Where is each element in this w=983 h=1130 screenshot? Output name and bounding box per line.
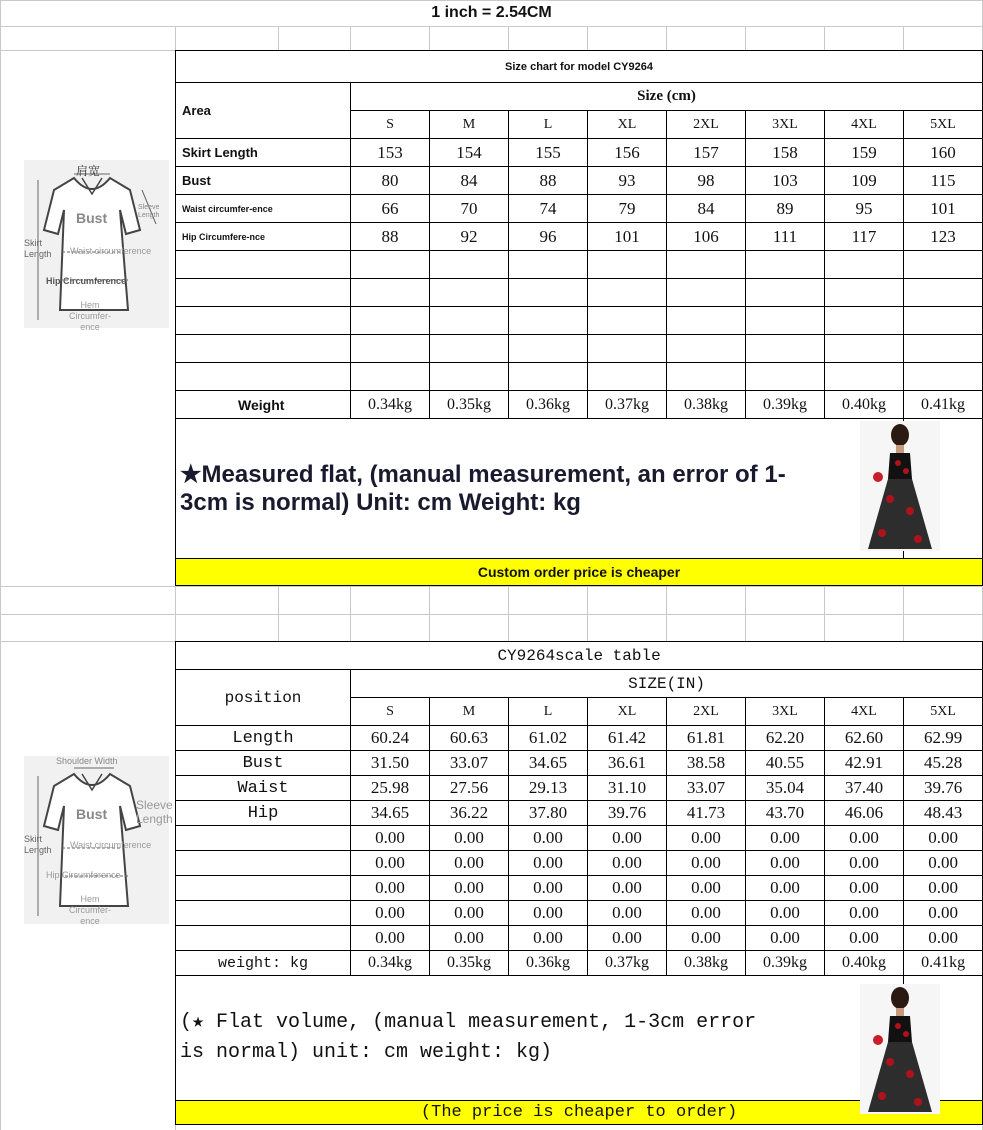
sleeve-label: Sleeve Length — [136, 798, 173, 826]
value-cell: 0.00 — [904, 851, 983, 876]
size-header-cell: L — [509, 698, 588, 726]
waist-label: Waist circumference — [70, 840, 152, 850]
weight-cell: 0.37kg — [588, 951, 667, 976]
empty-row — [176, 363, 983, 391]
size-header-cell: XL — [588, 698, 667, 726]
value-cell: 42.91 — [825, 751, 904, 776]
value-cell: 0.00 — [351, 876, 430, 901]
value-cell: 45.28 — [904, 751, 983, 776]
table-row — [176, 195, 983, 223]
value-cell: 36.22 — [430, 801, 509, 826]
model-dress-icon — [860, 421, 940, 551]
row-label: Bust — [176, 167, 351, 195]
empty-row — [176, 279, 983, 307]
value-cell: 92 — [430, 223, 509, 251]
value-cell: 39.76 — [904, 776, 983, 801]
value-cell: 0.00 — [509, 901, 588, 926]
value-cell: 88 — [351, 223, 430, 251]
value-cell: 60.24 — [351, 726, 430, 751]
cm-table-caption: Size chart for model CY9264 — [176, 51, 983, 83]
in-note-text: (★ Flat volume, (manual measurement, 1-3cm error is normal) unit: cm weight: kg) — [180, 1011, 757, 1064]
value-cell: 48.43 — [904, 801, 983, 826]
value-cell: 74 — [509, 195, 588, 223]
value-cell: 0.00 — [667, 876, 746, 901]
value-cell: 41.73 — [667, 801, 746, 826]
value-cell: 115 — [904, 167, 983, 195]
weight-cell: 0.38kg — [667, 951, 746, 976]
shoulder-label: Shoulder Width — [56, 756, 118, 766]
value-cell: 0.00 — [430, 851, 509, 876]
value-cell: 0.00 — [588, 926, 667, 951]
row-label: Waist — [176, 776, 351, 801]
value-cell: 88 — [509, 167, 588, 195]
weight-cell: 0.34kg — [351, 951, 430, 976]
value-cell: 0.00 — [351, 851, 430, 876]
value-cell: 0.00 — [588, 826, 667, 851]
value-cell: 0.00 — [746, 926, 825, 951]
value-cell: 0.00 — [509, 851, 588, 876]
value-cell: 43.70 — [746, 801, 825, 826]
empty-row — [176, 307, 983, 335]
in-footer: (The price is cheaper to order) — [176, 1101, 983, 1125]
value-cell: 62.60 — [825, 726, 904, 751]
hem-label: Hem Circumfer-ence — [69, 300, 111, 332]
value-cell: 66 — [351, 195, 430, 223]
size-header-cell: 2XL — [667, 111, 746, 139]
value-cell: 0.00 — [746, 876, 825, 901]
hem-label: Hem Circumfer-ence — [69, 894, 111, 926]
value-cell: 158 — [746, 139, 825, 167]
size-header-cell: M — [430, 698, 509, 726]
weight-cell: 0.37kg — [588, 391, 667, 419]
row-label: Waist circumfer-ence — [176, 195, 351, 223]
value-cell: 40.55 — [746, 751, 825, 776]
dress-diagram-bottom — [24, 756, 174, 926]
value-cell: 0.00 — [667, 926, 746, 951]
hip-label: Hip Circumference — [46, 870, 121, 880]
size-header-cell: XL — [588, 111, 667, 139]
size-header-cell: 4XL — [825, 698, 904, 726]
weight-cell: 0.35kg — [430, 391, 509, 419]
in-table-caption: CY9264scale table — [176, 642, 983, 670]
value-cell: 154 — [430, 139, 509, 167]
empty-row — [176, 251, 983, 279]
size-header-cell: S — [351, 111, 430, 139]
value-cell: 0.00 — [430, 876, 509, 901]
weight-label: weight: kg — [176, 951, 351, 976]
value-cell: 61.81 — [667, 726, 746, 751]
value-cell: 0.00 — [825, 876, 904, 901]
table-row — [176, 751, 983, 776]
value-cell: 96 — [509, 223, 588, 251]
value-cell: 34.65 — [351, 801, 430, 826]
table-row — [176, 926, 983, 951]
model-dress-icon — [860, 984, 940, 1114]
value-cell: 157 — [667, 139, 746, 167]
value-cell: 153 — [351, 139, 430, 167]
weight-cell: 0.36kg — [509, 951, 588, 976]
size-header-cell: M — [430, 111, 509, 139]
value-cell: 0.00 — [825, 851, 904, 876]
sleeve-label: Sleeve Length — [138, 204, 160, 219]
table-row — [176, 901, 983, 926]
value-cell: 70 — [430, 195, 509, 223]
row-label — [176, 876, 351, 901]
bust-label: Bust — [76, 806, 108, 822]
size-in-header: SIZE(IN) — [351, 670, 983, 698]
weight-cell: 0.35kg — [430, 951, 509, 976]
row-label: Hip Circumfere-nce — [176, 223, 351, 251]
weight-row — [176, 951, 983, 976]
table-row — [176, 776, 983, 801]
row-label — [176, 926, 351, 951]
value-cell: 62.99 — [904, 726, 983, 751]
table-row — [176, 139, 983, 167]
cm-footer: Custom order price is cheaper — [176, 559, 983, 586]
weight-cell: 0.39kg — [746, 391, 825, 419]
value-cell: 0.00 — [351, 926, 430, 951]
value-cell: 0.00 — [430, 826, 509, 851]
value-cell: 0.00 — [509, 876, 588, 901]
value-cell: 103 — [746, 167, 825, 195]
value-cell: 0.00 — [588, 851, 667, 876]
value-cell: 0.00 — [825, 901, 904, 926]
weight-cell: 0.38kg — [667, 391, 746, 419]
value-cell: 0.00 — [430, 901, 509, 926]
table-row — [176, 851, 983, 876]
hip-label: Hip Circumference — [46, 276, 127, 286]
table-row — [176, 167, 983, 195]
size-header-cell: 5XL — [904, 111, 983, 139]
value-cell: 34.65 — [509, 751, 588, 776]
table-row — [176, 876, 983, 901]
value-cell: 0.00 — [667, 851, 746, 876]
value-cell: 39.76 — [588, 801, 667, 826]
weight-cell: 0.40kg — [825, 391, 904, 419]
value-cell: 35.04 — [746, 776, 825, 801]
value-cell: 29.13 — [509, 776, 588, 801]
value-cell: 36.61 — [588, 751, 667, 776]
weight-cell: 0.41kg — [904, 391, 983, 419]
value-cell: 0.00 — [509, 826, 588, 851]
value-cell: 33.07 — [667, 776, 746, 801]
value-cell: 0.00 — [351, 826, 430, 851]
size-header-cell: L — [509, 111, 588, 139]
conversion-title: 1 inch = 2.54CM — [431, 4, 552, 21]
value-cell: 33.07 — [430, 751, 509, 776]
row-label: Bust — [176, 751, 351, 776]
value-cell: 37.40 — [825, 776, 904, 801]
value-cell: 25.98 — [351, 776, 430, 801]
value-cell: 31.50 — [351, 751, 430, 776]
bust-label: Bust — [76, 210, 108, 226]
weight-cell: 0.36kg — [509, 391, 588, 419]
value-cell: 60.63 — [430, 726, 509, 751]
area-header: Area — [176, 83, 351, 139]
value-cell: 156 — [588, 139, 667, 167]
value-cell: 0.00 — [667, 826, 746, 851]
waist-label: Waist circumference — [70, 246, 152, 256]
value-cell: 101 — [588, 223, 667, 251]
value-cell: 0.00 — [667, 901, 746, 926]
value-cell: 0.00 — [746, 851, 825, 876]
weight-cell: 0.40kg — [825, 951, 904, 976]
value-cell: 98 — [667, 167, 746, 195]
value-cell: 0.00 — [509, 926, 588, 951]
value-cell: 62.20 — [746, 726, 825, 751]
value-cell: 0.00 — [825, 926, 904, 951]
value-cell: 79 — [588, 195, 667, 223]
table-row — [176, 223, 983, 251]
value-cell: 84 — [667, 195, 746, 223]
row-label — [176, 901, 351, 926]
dress-diagram-top — [24, 160, 174, 330]
in-note — [176, 976, 904, 1101]
value-cell: 109 — [825, 167, 904, 195]
size-header-cell: 5XL — [904, 698, 983, 726]
value-cell: 0.00 — [746, 901, 825, 926]
skirt-label: Skirt Length — [24, 238, 52, 259]
value-cell: 101 — [904, 195, 983, 223]
value-cell: 0.00 — [904, 926, 983, 951]
value-cell: 111 — [746, 223, 825, 251]
value-cell: 93 — [588, 167, 667, 195]
model-photo-bottom — [860, 984, 940, 1114]
weight-cell: 0.41kg — [904, 951, 983, 976]
row-label: Hip — [176, 801, 351, 826]
value-cell: 160 — [904, 139, 983, 167]
value-cell: 27.56 — [430, 776, 509, 801]
row-label — [176, 826, 351, 851]
value-cell: 117 — [825, 223, 904, 251]
skirt-label: Skirt Length — [24, 834, 52, 855]
shoulder-label: 肩宽 — [76, 164, 101, 178]
size-header-cell: 3XL — [746, 111, 825, 139]
value-cell: 89 — [746, 195, 825, 223]
size-header-cell: 3XL — [746, 698, 825, 726]
value-cell: 159 — [825, 139, 904, 167]
table-row — [176, 726, 983, 751]
value-cell: 0.00 — [588, 876, 667, 901]
size-cm-header: Size (cm) — [351, 83, 983, 111]
value-cell: 38.58 — [667, 751, 746, 776]
value-cell: 95 — [825, 195, 904, 223]
position-header: position — [176, 670, 351, 726]
value-cell: 0.00 — [588, 901, 667, 926]
value-cell: 80 — [351, 167, 430, 195]
value-cell: 0.00 — [430, 926, 509, 951]
value-cell: 0.00 — [904, 826, 983, 851]
value-cell: 123 — [904, 223, 983, 251]
size-header-cell: S — [351, 698, 430, 726]
cm-note — [176, 419, 904, 559]
value-cell: 0.00 — [825, 826, 904, 851]
value-cell: 155 — [509, 139, 588, 167]
value-cell: 46.06 — [825, 801, 904, 826]
weight-row — [176, 391, 983, 419]
value-cell: 37.80 — [509, 801, 588, 826]
value-cell: 31.10 — [588, 776, 667, 801]
value-cell: 0.00 — [904, 901, 983, 926]
row-label: Length — [176, 726, 351, 751]
value-cell: 0.00 — [351, 901, 430, 926]
value-cell: 106 — [667, 223, 746, 251]
table-row — [176, 801, 983, 826]
row-label — [176, 851, 351, 876]
value-cell: 0.00 — [746, 826, 825, 851]
table-row — [176, 826, 983, 851]
model-photo-top — [860, 421, 940, 551]
cm-note-text: ★Measured flat, (manual measurement, an error of 1-3cm is normal) Unit: cm Weight: kg — [180, 460, 786, 516]
weight-label: Weight — [176, 391, 351, 419]
value-cell: 84 — [430, 167, 509, 195]
weight-cell: 0.39kg — [746, 951, 825, 976]
value-cell: 0.00 — [904, 876, 983, 901]
value-cell: 61.42 — [588, 726, 667, 751]
value-cell: 61.02 — [509, 726, 588, 751]
size-header-cell: 4XL — [825, 111, 904, 139]
empty-row — [176, 335, 983, 363]
weight-cell: 0.34kg — [351, 391, 430, 419]
size-header-cell: 2XL — [667, 698, 746, 726]
row-label: Skirt Length — [176, 139, 351, 167]
